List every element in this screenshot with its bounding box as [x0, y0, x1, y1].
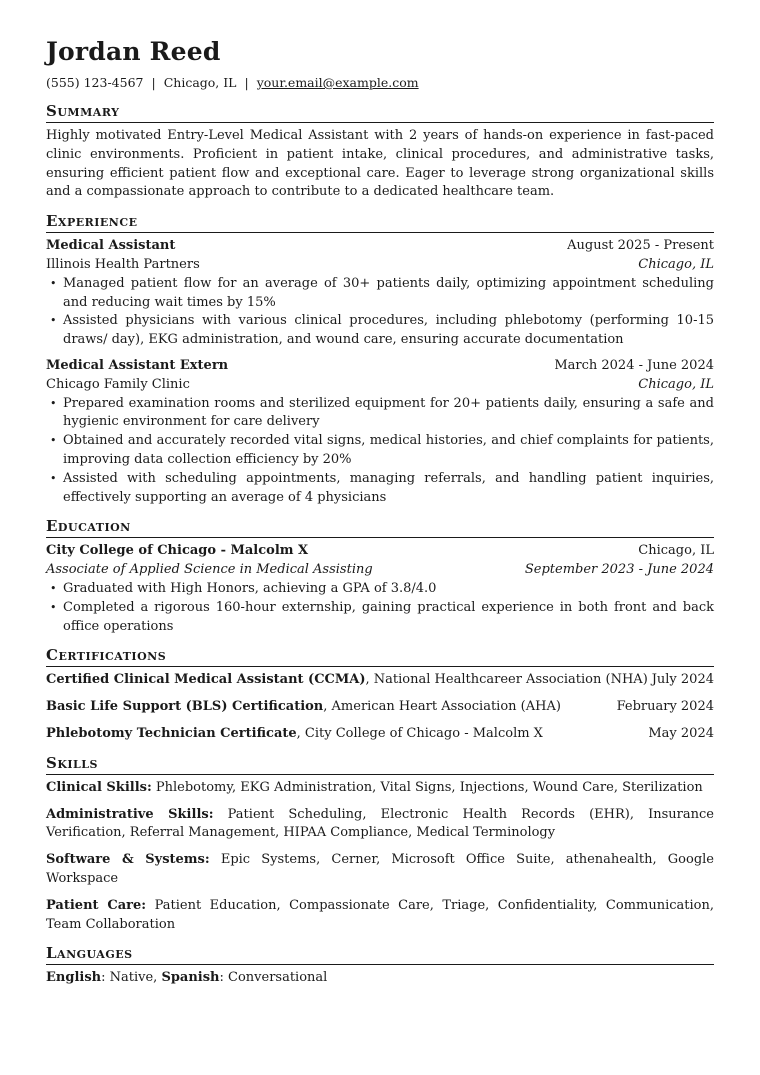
skill-label: Patient Care:	[46, 897, 147, 913]
job-entry	[46, 237, 714, 350]
email-link[interactable]: your.email@example.com	[256, 75, 419, 90]
certification-text	[46, 671, 648, 690]
languages-section	[46, 943, 714, 988]
education-section	[46, 516, 714, 636]
skills-section	[46, 753, 714, 935]
education-bullets	[46, 580, 714, 636]
job-role: Medical Assistant Extern	[46, 357, 229, 373]
job-location: Chicago, IL	[638, 376, 714, 392]
job-subheader	[46, 256, 714, 275]
skill-item	[46, 851, 714, 889]
job-location: Chicago, IL	[638, 256, 714, 272]
job-subheader	[46, 376, 714, 395]
section-title-languages: Languages	[46, 943, 714, 965]
certification-text	[46, 725, 543, 744]
certification-date: February 2024	[616, 699, 714, 715]
experience-section	[46, 211, 714, 507]
skill-item	[46, 806, 714, 844]
languages-line	[46, 969, 714, 988]
job-entry	[46, 357, 714, 507]
skill-label: Software & Systems:	[46, 852, 210, 868]
certification-item	[46, 725, 714, 744]
phone-number: (555) 123-4567	[46, 75, 144, 90]
section-title-education: Education	[46, 516, 714, 538]
bullet-item: • Assisted with scheduling appointments, managing referrals, and handling patient inquiries, effectively supporting an average of 4 physicians	[63, 470, 714, 508]
language-level: : Native,	[101, 970, 162, 986]
education-subheader	[46, 561, 714, 580]
school-name: City College of Chicago - Malcolm X	[46, 543, 309, 559]
language-name: English	[46, 970, 102, 986]
skill-item	[46, 897, 714, 935]
job-dates: March 2024 - June 2024	[554, 357, 714, 373]
certification-name: Basic Life Support (BLS) Certification	[46, 699, 324, 715]
summary-section	[46, 101, 714, 202]
contact-line	[46, 74, 714, 92]
certification-text	[46, 698, 561, 717]
degree: Associate of Applied Science in Medical Assisting	[46, 562, 373, 578]
summary-text: Highly motivated Entry-Level Medical Assistant with 2 years of hands-on experience in fast-paced clinic environments. Proficient in patient intake, clinical procedures, and administrative tasks, ensuring efficient patient flow and exceptional care. Eager to leverage strong organizational skills and a compassionate approach to contribute to a dedicated healthcare team.	[46, 128, 714, 200]
section-title-certifications: Certifications	[46, 645, 714, 667]
job-employer: Illinois Health Partners	[46, 256, 200, 272]
job-header	[46, 357, 714, 376]
school-location: Chicago, IL	[638, 543, 714, 559]
certification-name: Phlebotomy Technician Certificate	[46, 725, 297, 741]
education-header	[46, 542, 714, 561]
contact-separator: |	[151, 75, 156, 90]
certification-date: May 2024	[648, 725, 714, 741]
certifications-section	[46, 645, 714, 743]
certification-name: Certified Clinical Medical Assistant (CCMA)	[46, 672, 366, 688]
skill-label: Administrative Skills:	[46, 806, 214, 822]
skill-text: Patient Education, Compassionate Care, Triage, Confidentiality, Communication, Team Collaboration	[46, 897, 714, 932]
skill-text: Phlebotomy, EKG Administration, Vital Signs, Injections, Wound Care, Sterilization	[151, 779, 703, 795]
certification-issuer: , American Heart Association (AHA)	[323, 699, 561, 715]
section-title-experience: Experience	[46, 211, 714, 233]
location: Chicago, IL	[163, 75, 237, 90]
bullet-item: • Assisted physicians with various clinical procedures, including phlebotomy (performing 10-15 draws/ day), EKG administration, and wound care, ensuring accurate documentation	[63, 312, 714, 350]
education-dates: September 2023 - June 2024	[524, 562, 714, 578]
job-bullets	[46, 395, 714, 508]
language-level: : Conversational	[219, 970, 328, 986]
skill-text: Patient Scheduling, Electronic Health Records (EHR), Insurance Verification, Referral Management, HIPAA Compliance, Medical Terminology	[46, 806, 714, 841]
job-bullets	[46, 275, 714, 350]
certification-item	[46, 671, 714, 690]
bullet-item: • Graduated with High Honors, achieving a GPA of 3.8/4.0	[63, 580, 714, 599]
skill-label: Clinical Skills:	[46, 779, 152, 795]
section-title-skills: Skills	[46, 753, 714, 775]
certification-issuer: , National Healthcareer Association (NHA)	[365, 672, 648, 688]
section-title-summary: Summary	[46, 101, 714, 123]
skill-text: Epic Systems, Cerner, Microsoft Office Suite, athenahealth, Google Workspace	[46, 852, 715, 886]
job-role: Medical Assistant	[46, 238, 176, 254]
bullet-item: • Completed a rigorous 160-hour externship, gaining practical experience in both front and back office operations	[63, 599, 714, 637]
job-employer: Chicago Family Clinic	[46, 376, 190, 392]
certification-item	[46, 698, 714, 717]
job-dates: August 2025 - Present	[567, 238, 714, 254]
certification-date: July 2024	[651, 672, 714, 688]
bullet-item: • Obtained and accurately recorded vital signs, medical histories, and chief complaints for patients, improving data collection efficiency by 20%	[63, 432, 714, 470]
language-name: Spanish	[161, 970, 220, 986]
bullet-item: • Managed patient flow for an average of 30+ patients daily, optimizing appointment scheduling and reducing wait times by 15%	[63, 275, 714, 313]
bullet-item: • Prepared examination rooms and sterilized equipment for 20+ patients daily, ensuring a safe and hygienic environment for care delivery	[63, 395, 714, 433]
skill-item	[46, 779, 714, 798]
candidate-name: Jordan Reed	[46, 37, 221, 66]
certification-issuer: , City College of Chicago - Malcolm X	[296, 725, 543, 741]
contact-separator: |	[244, 75, 249, 90]
job-header	[46, 237, 714, 256]
